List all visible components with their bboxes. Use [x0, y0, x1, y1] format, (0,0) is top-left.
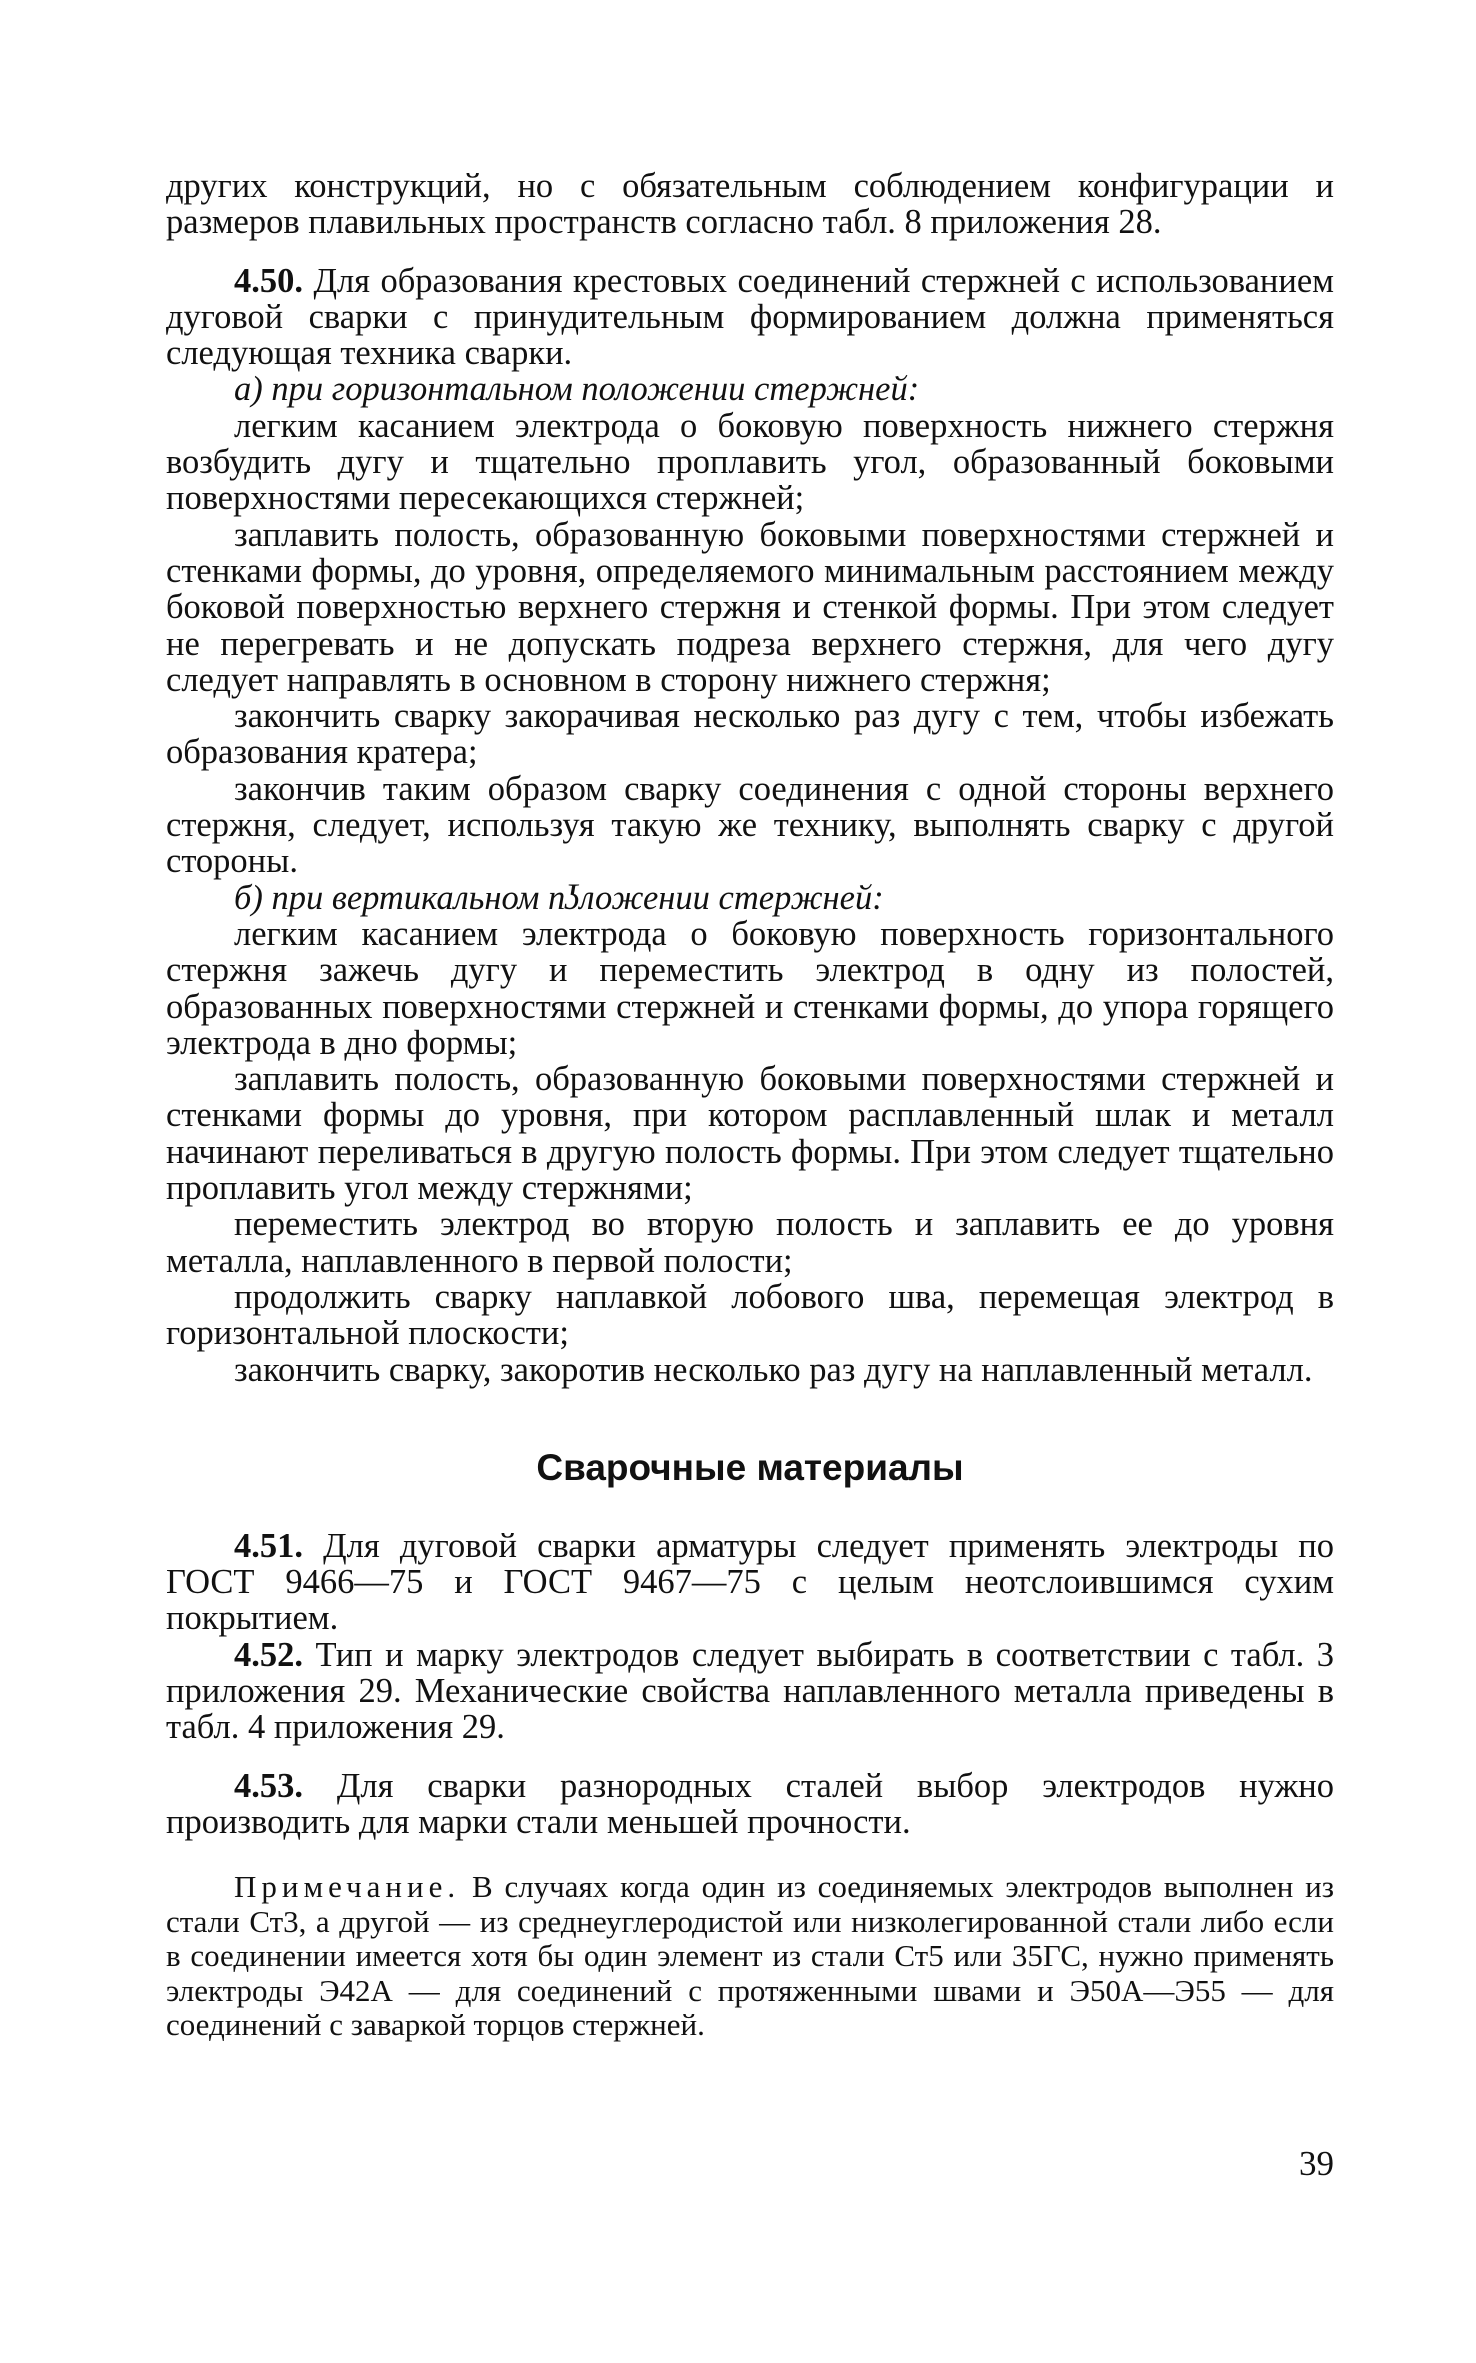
clause-number: 4.50.: [234, 261, 303, 300]
subheading-b: б) при вертикальном пʖложении стержней:: [234, 878, 884, 917]
list-item: продолжить сварку наплавкой лобового шва, перемещая электрод в горизонтальной плоскости;: [166, 1277, 1334, 1353]
list-item: закончить сварку закорачивая несколько раз дугу с тем, чтобы избежать образования кратера;: [166, 697, 1334, 772]
list-item: легким касанием электрода о боковую поверхность горизонтального стержня зажечь дугу и переместить электрод в одну из полостей, образованных поверхностями стержней и стенками формы, до упора горящего электрода в дно формы;: [166, 914, 1334, 1062]
list-item: переместить электрод во вторую полость и заплавить ее до уровня металла, наплавленного в первой полости;: [166, 1205, 1334, 1280]
note-text: В случаях когда один из соединяемых электродов выполнен из стали Ст3, а другой — из среднеуглеродистой или низколегированной стали либо если в соединении имеется хотя бы один элемент из стали Ст5 или 35ГС, нужно применять электроды Э42А — для соединений с протяженными швами и Э50А—Э55 — для соединений с заваркой торцов стержней.: [166, 1869, 1334, 2043]
paragraph-4-50: [166, 263, 1334, 372]
note-label: Примечание.: [234, 1869, 461, 1905]
clause-number: 4.52.: [234, 1635, 303, 1674]
clause-number: 4.53.: [234, 1766, 303, 1805]
list-item: закончить сварку, закоротив несколько раз дугу на наплавленный металл.: [234, 1350, 1313, 1389]
section-heading: Сварочные материалы: [536, 1446, 964, 1488]
list-item: заплавить полость, образованную боковыми поверхностями стержней и стенками формы до уровня, при котором расплавленный шлак и металл начинают переливаться в другую полость формы. При этом следует тщательно проплавить угол между стержнями;: [166, 1060, 1334, 1208]
paragraph-4-52: [166, 1637, 1334, 1746]
paragraph-4-51: [166, 1528, 1334, 1637]
intro-paragraph: других конструкций, но с обязательным соблюдением конфигурации и размеров плавильных пространств согласно табл. 8 приложения 28.: [166, 167, 1334, 242]
page-body: [166, 168, 1334, 2043]
list-item: заплавить полость, образованную боковыми поверхностями стержней и стенками формы, до уровня, определяемого минимальным расстоянием между боковой поверхностью верхнего стержня и стенкой формы. При этом следует не перегревать и не допускать подреза верхнего стержня, для чего дугу следует направлять в основном в сторону нижнего стержня;: [166, 515, 1334, 699]
list-item: легким касанием электрода о боковую поверхность нижнего стержня возбудить дугу и тщательно проплавить угол, образованный боковыми поверхностями пересекающихся стержней;: [166, 406, 1334, 518]
page-number: 39: [1299, 2144, 1334, 2183]
clause-text: Для образования крестовых соединений стержней с использованием дуговой сварки с принудительным формированием должна применяться следующая техника сварки.: [166, 261, 1334, 373]
note-paragraph: [166, 1870, 1334, 2043]
list-item: закончив таким образом сварку соединения с одной стороны верхнего стержня, следует, используя такую же технику, выполнять сварку с другой стороны.: [166, 769, 1334, 881]
subheading-a: а) при горизонтальном положении стержней:: [234, 370, 920, 409]
paragraph-4-53: [166, 1768, 1334, 1841]
clause-number: 4.51.: [234, 1526, 303, 1565]
clause-text: Для дуговой сварки арматуры следует применять электроды по ГОСТ 9466—75 и ГОСТ 9467—75 с целым неотслоившимся сухим покрытием.: [166, 1526, 1334, 1638]
clause-text: Для сварки разнородных сталей выбор электродов нужно производить для марки стали меньшей прочности.: [166, 1766, 1334, 1841]
clause-text: Тип и марку электродов следует выбирать в соответствии с табл. 3 приложения 29. Механические свойства наплавленного металла приведены в табл. 4 приложения 29.: [166, 1635, 1334, 1747]
